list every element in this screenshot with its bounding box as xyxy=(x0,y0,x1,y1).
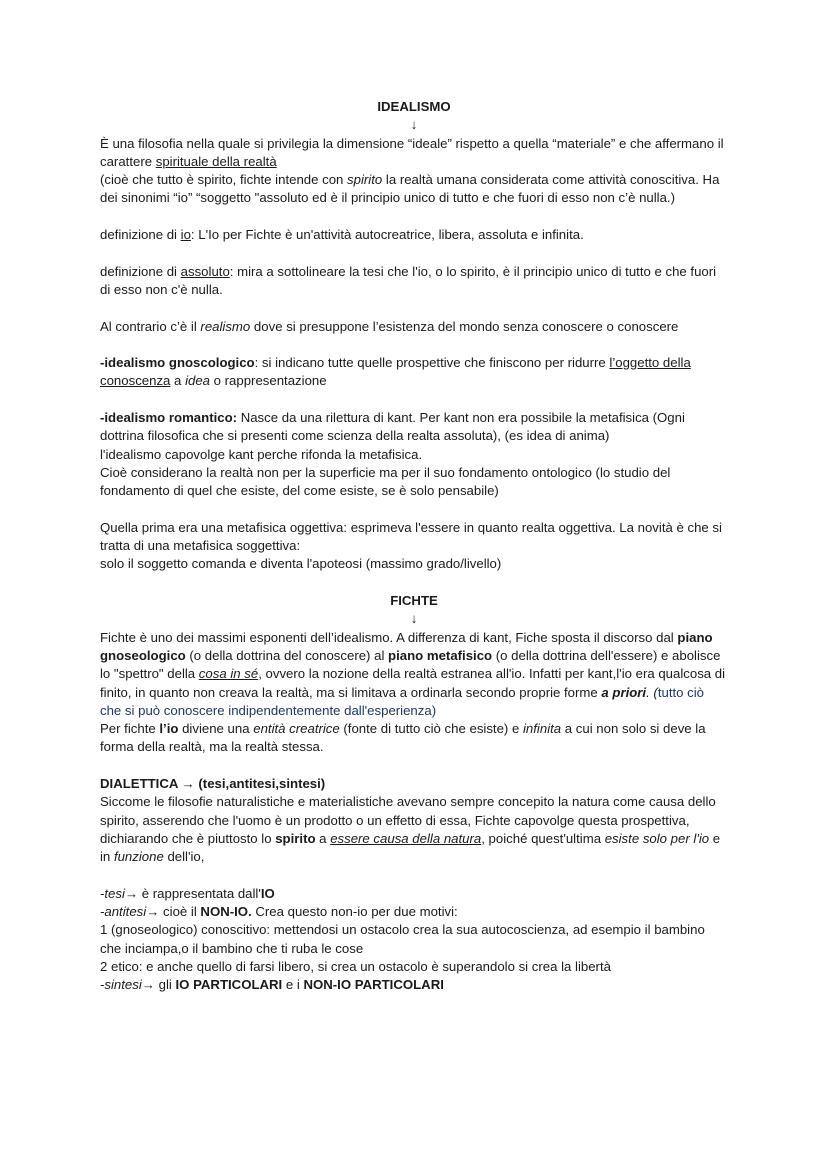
paragraph-gnoseologico xyxy=(100,354,728,391)
paragraph-definition xyxy=(100,135,728,172)
line-sintesi xyxy=(100,976,728,994)
title-fichte: FICHTE xyxy=(390,593,438,609)
definition-assoluto xyxy=(100,263,728,300)
paragraph-dialettica xyxy=(100,793,728,866)
paragraph-realismo xyxy=(100,318,728,336)
paragraph-metafisica-2: solo il soggetto comanda e diventa l'apoteosi (massimo grado/livello) xyxy=(100,556,502,572)
blue-text: tutto ciò che si può conoscere indipendentemente dall'esperienza) xyxy=(100,684,705,718)
bold-text: NON-IO PARTICOLARI xyxy=(303,977,444,993)
text: (fonte di tutto ciò che esiste) e xyxy=(339,721,523,737)
text: Crea questo non-io per due motivi: xyxy=(251,904,458,920)
underlined-text: io xyxy=(180,227,191,243)
paragraph-spirito xyxy=(100,171,728,208)
line-motivo-1: 1 (gnoseologico) conoscitivo: mettendosi un ostacolo crea la sua autocoscienza, ad esempio il bambino che inciampa,o il bambino che ti ruba le cose xyxy=(100,922,705,956)
paragraph-romantico-2: l'idealismo capovolge kant perche rifonda la metafisica. xyxy=(100,446,423,462)
text: (cioè che tutto è spirito, fichte intende con xyxy=(100,172,348,188)
paragraph-romantico-3: Cioè considerano la realtà non per la superficie ma per il suo fondamento ontologico (lo studio del fondamento di quel che esiste, del come esiste, se è solo pensabile) xyxy=(100,464,671,499)
text: È una filosofia nella quale si privilegia la dimensione “ideale” rispetto a quella “materiale” e che affermano il carattere xyxy=(100,135,724,169)
text: dove si presuppone l’esistenza del mondo senza conoscere o conoscere xyxy=(250,318,679,334)
bold-text: NON-IO. xyxy=(200,904,252,920)
bold-text: -idealismo gnoscologico xyxy=(100,355,255,371)
italic-text: funzione xyxy=(113,849,164,865)
bold-text: DIALETTICA → (tesi,antitesi,sintesi) xyxy=(100,775,326,791)
text: , ovvero la nozione della realtà estranea all'io. Infatti per kant,l'io era qualcosa di finito, in quanto non creava la realtà, ma si limitava a ordinarla secondo proprie forme xyxy=(100,666,726,700)
bold-text: l’io xyxy=(159,721,179,737)
bold-text: piano gnoseologico xyxy=(100,629,713,663)
italic-text: -tesi→ xyxy=(100,885,139,901)
line-antitesi xyxy=(100,903,728,921)
down-arrow-icon: ↓ xyxy=(410,117,418,133)
italic-text: entità creatrice xyxy=(253,721,340,737)
text: (o della dottrina del conoscere) al xyxy=(185,647,389,663)
text: cioè il xyxy=(159,904,201,920)
italic-text: infinita xyxy=(523,721,562,737)
bold-text: spirito xyxy=(275,830,316,846)
bold-text: piano metafisico xyxy=(388,647,493,663)
italic-text: idea xyxy=(185,373,210,389)
paragraph-io-creatore xyxy=(100,720,728,757)
underlined-text: spirituale della realtà xyxy=(155,153,277,169)
text: (o della dottrina dell'essere) e abolisce lo "spettro" della xyxy=(100,647,721,682)
text: gli xyxy=(154,977,176,993)
text: e i xyxy=(282,977,304,993)
bold-text: IO PARTICOLARI xyxy=(175,977,283,993)
italic-text: -sintesi→ xyxy=(100,977,155,993)
text: : si indicano tutte quelle prospettive che finiscono per ridurre xyxy=(254,355,610,371)
underlined-text: l’oggetto della conoscenza xyxy=(100,355,691,389)
bold-italic-text: a priori xyxy=(601,684,647,700)
text: Per fichte xyxy=(100,721,160,737)
text: a xyxy=(170,373,186,389)
italic-text: esiste solo per l'io xyxy=(604,830,710,846)
underlined-text: assoluto xyxy=(180,263,230,279)
document-page xyxy=(100,98,728,995)
text: Al contrario c’è il xyxy=(100,318,201,334)
text: definizione di xyxy=(100,227,181,243)
bold-text: -idealismo romantico: xyxy=(100,410,238,426)
text: è rappresentata dall' xyxy=(138,885,261,901)
italic-text: realismo xyxy=(200,318,251,334)
text: a cui non solo si deve la forma della realtà, ma la realtà stessa. xyxy=(100,721,706,755)
line-tesi xyxy=(100,885,728,903)
text: definizione di xyxy=(100,263,181,279)
text: a xyxy=(315,830,331,846)
italic-underlined-text: cosa in sé xyxy=(198,666,259,682)
text: : L'Io per Fichte è un'attività autocreatrice, libera, assoluta e infinita. xyxy=(190,227,584,243)
title-idealismo: IDEALISMO xyxy=(377,99,451,114)
paragraph-fichte xyxy=(100,629,728,720)
paragraph-metafisica: Quella prima era una metafisica oggettiva: esprimeva l'essere in quanto realta oggettiva. La novità è che si tratta di una metafisica soggettiva: xyxy=(100,519,722,554)
text: la realtà umana considerata come attività conoscitiva. Ha dei sinonimi “io” “soggetto "assoluto ed è il principio unico di tutto e che fuori di esso non c’è nulla.) xyxy=(100,172,720,206)
text: : mira a sottolineare la tesi che l'io, o lo spirito, è il principio unico di tutto e che fuori di esso non c'è nulla. xyxy=(100,263,717,297)
text: e in xyxy=(100,830,721,865)
italic-text: spirito xyxy=(347,172,383,188)
paragraph-romantico xyxy=(100,409,728,446)
text: o rappresentazione xyxy=(210,373,327,389)
text: Fichte è uno dei massimi esponenti dell’idealismo. A differenza di kant, Fiche sposta il discorso dal xyxy=(100,629,678,645)
heading-dialettica xyxy=(100,775,728,793)
text: dell'io, xyxy=(163,849,205,865)
italic-text: . ( xyxy=(646,684,658,700)
text: Nasce da una rilettura di kant. Per kant non era possibile la metafisica (Ogni dottrina filosofica che si presenti come scienza della realta assoluta), (es idea di anima) xyxy=(100,410,685,444)
italic-text: -antitesi→ xyxy=(100,904,160,920)
italic-underlined-text: essere causa della natura xyxy=(330,830,482,846)
text: Siccome le filosofie naturalistiche e materialistiche avevano sempre concepito la natura come causa dello spirito, asserendo che l'uomo è un prodotto o un effetto di essa, Fichte capovolge questa prospettiva, dichiarando che è piuttosto lo xyxy=(100,794,716,846)
definition-io xyxy=(100,226,728,244)
text: , poiché quest'ultima xyxy=(481,830,605,846)
line-motivo-2: 2 etico: e anche quello di farsi libero, si crea un ostacolo è superandolo si crea la libertà xyxy=(100,958,611,974)
bold-text: IO xyxy=(260,885,275,901)
text: diviene una xyxy=(178,721,254,737)
down-arrow-icon: ↓ xyxy=(410,611,418,627)
